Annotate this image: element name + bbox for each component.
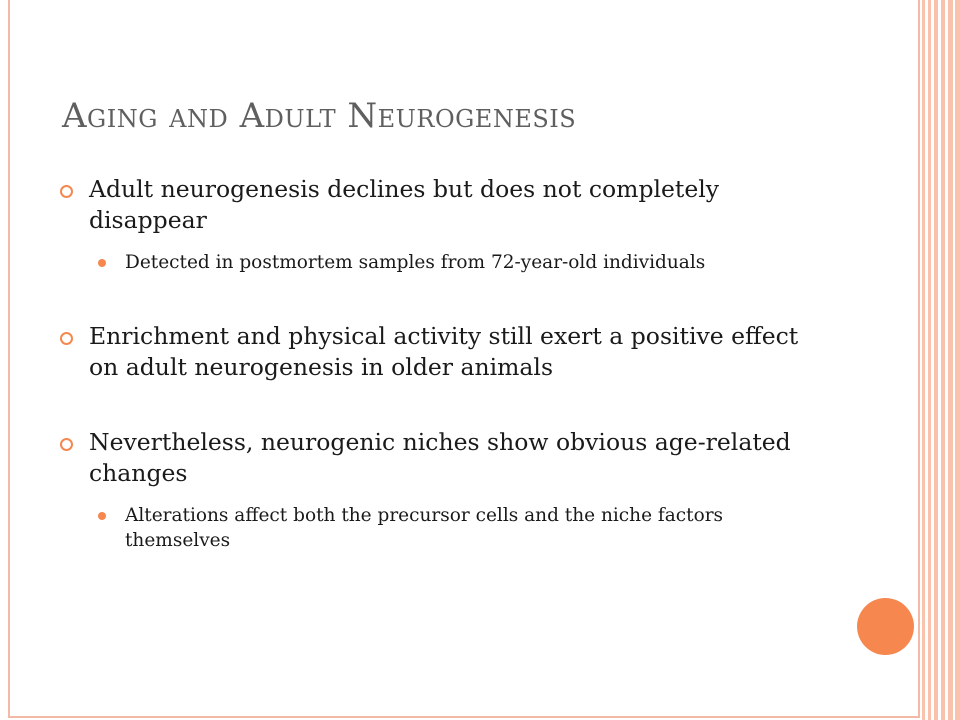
dot-bullet-icon [98,512,106,520]
dot-bullet-icon [98,259,106,267]
decorative-stripe [955,0,960,720]
bullet-item [60,321,820,383]
ring-bullet-icon [60,332,73,345]
bullet-item [60,174,820,236]
decorative-stripe [922,0,925,720]
accent-circle-decoration [857,598,914,655]
slide-title: Aging and Adult Neurogenesis [62,96,577,136]
bullet-item [60,427,820,489]
slide-content [60,174,820,553]
decorative-stripe [941,0,945,720]
decorative-stripe [948,0,953,720]
bullet-text: Nevertheless, neurogenic niches show obvious age-related changes [89,428,791,487]
subbullet-item [60,503,820,553]
bullet-text: Enrichment and physical activity still exert a positive effect on adult neurogenesis in older animals [89,322,799,381]
subbullet-text: Detected in postmortem samples from 72-year-old individuals [125,252,706,273]
decorative-stripe [928,0,931,720]
subbullet-item [60,250,820,275]
bullet-text: Adult neurogenesis declines but does not completely disappear [89,175,720,234]
subbullet-text: Alterations affect both the precursor cells and the niche factors themselves [125,505,724,551]
ring-bullet-icon [60,438,73,451]
ring-bullet-icon [60,185,73,198]
decorative-stripe [934,0,938,720]
